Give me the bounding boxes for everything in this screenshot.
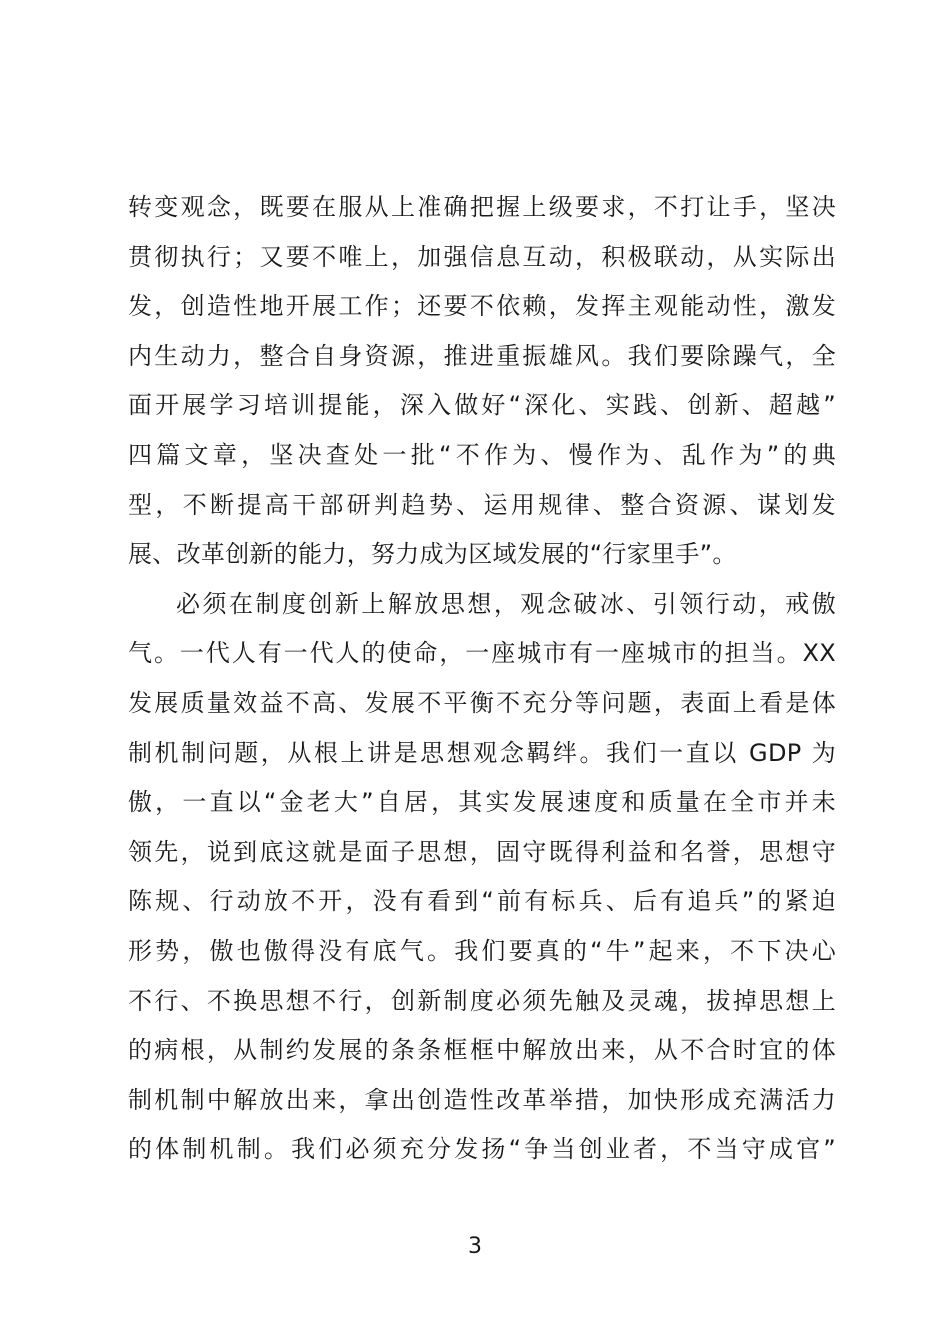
text-line: 制机制中解放出来，拿出创造性改革举措，加快形成充满活力 bbox=[128, 1085, 836, 1114]
text-line: 不行、不换思想不行，创新制度必须先触及灵魂，拔掉思想上 bbox=[128, 986, 836, 1015]
text-line: 的病根，从制约发展的条条框框中解放出来，从不合时宜的体 bbox=[128, 1036, 836, 1065]
text-line: 形势，傲也傲得没有底气。我们要真的“牛”起来，不下决心 bbox=[128, 936, 836, 965]
text-line: 转变观念，既要在服从上准确把握上级要求，不打让手，坚决 bbox=[128, 193, 836, 221]
text-line: 必须在制度创新上解放思想，观念破冰、引领行动，戒傲 bbox=[176, 589, 836, 618]
text-line: 面开展学习培训提能，深入做好“深化、实践、创新、超越” bbox=[128, 391, 836, 420]
paragraph-1 bbox=[128, 183, 836, 580]
text-line: 贯彻执行；又要不唯上，加强信息互动，积极联动，从实际出 bbox=[128, 242, 836, 271]
document-body bbox=[128, 183, 836, 1175]
text-line: 制机制问题，从根上讲是思想观念羁绊。我们一直以 GDP 为 bbox=[128, 738, 836, 767]
page-number: 3 bbox=[468, 1234, 482, 1259]
text-line: 发展质量效益不高、发展不平衡不充分等问题，表面上看是体 bbox=[128, 688, 836, 717]
text-line: 展、改革创新的能力，努力成为区域发展的“行家里手”。 bbox=[128, 540, 737, 569]
text-line: 内生动力，整合自身资源，推进重振雄风。我们要除躁气，全 bbox=[128, 341, 836, 370]
paragraph-2 bbox=[128, 580, 836, 1175]
text-line: 四篇文章，坚决查处一批“不作为、慢作为、乱作为”的典 bbox=[128, 440, 836, 469]
text-line: 发，创造性地开展工作；还要不依赖，发挥主观能动性，激发 bbox=[128, 292, 836, 321]
text-line: 领先，说到底这就是面子思想，固守既得利益和名誉，思想守 bbox=[128, 837, 836, 866]
text-line: 型，不断提高干部研判趋势、运用规律、整合资源、谋划发 bbox=[128, 490, 836, 519]
text-line: 气。一代人有一代人的使命，一座城市有一座城市的担当。XX bbox=[128, 639, 836, 668]
text-line: 的体制机制。我们必须充分发扬“争当创业者，不当守成官” bbox=[128, 1135, 836, 1164]
text-line: 傲，一直以“金老大”自居，其实发展速度和质量在全市并未 bbox=[128, 788, 836, 817]
text-line: 陈规、行动放不开，没有看到“前有标兵、后有追兵”的紧迫 bbox=[128, 887, 836, 916]
